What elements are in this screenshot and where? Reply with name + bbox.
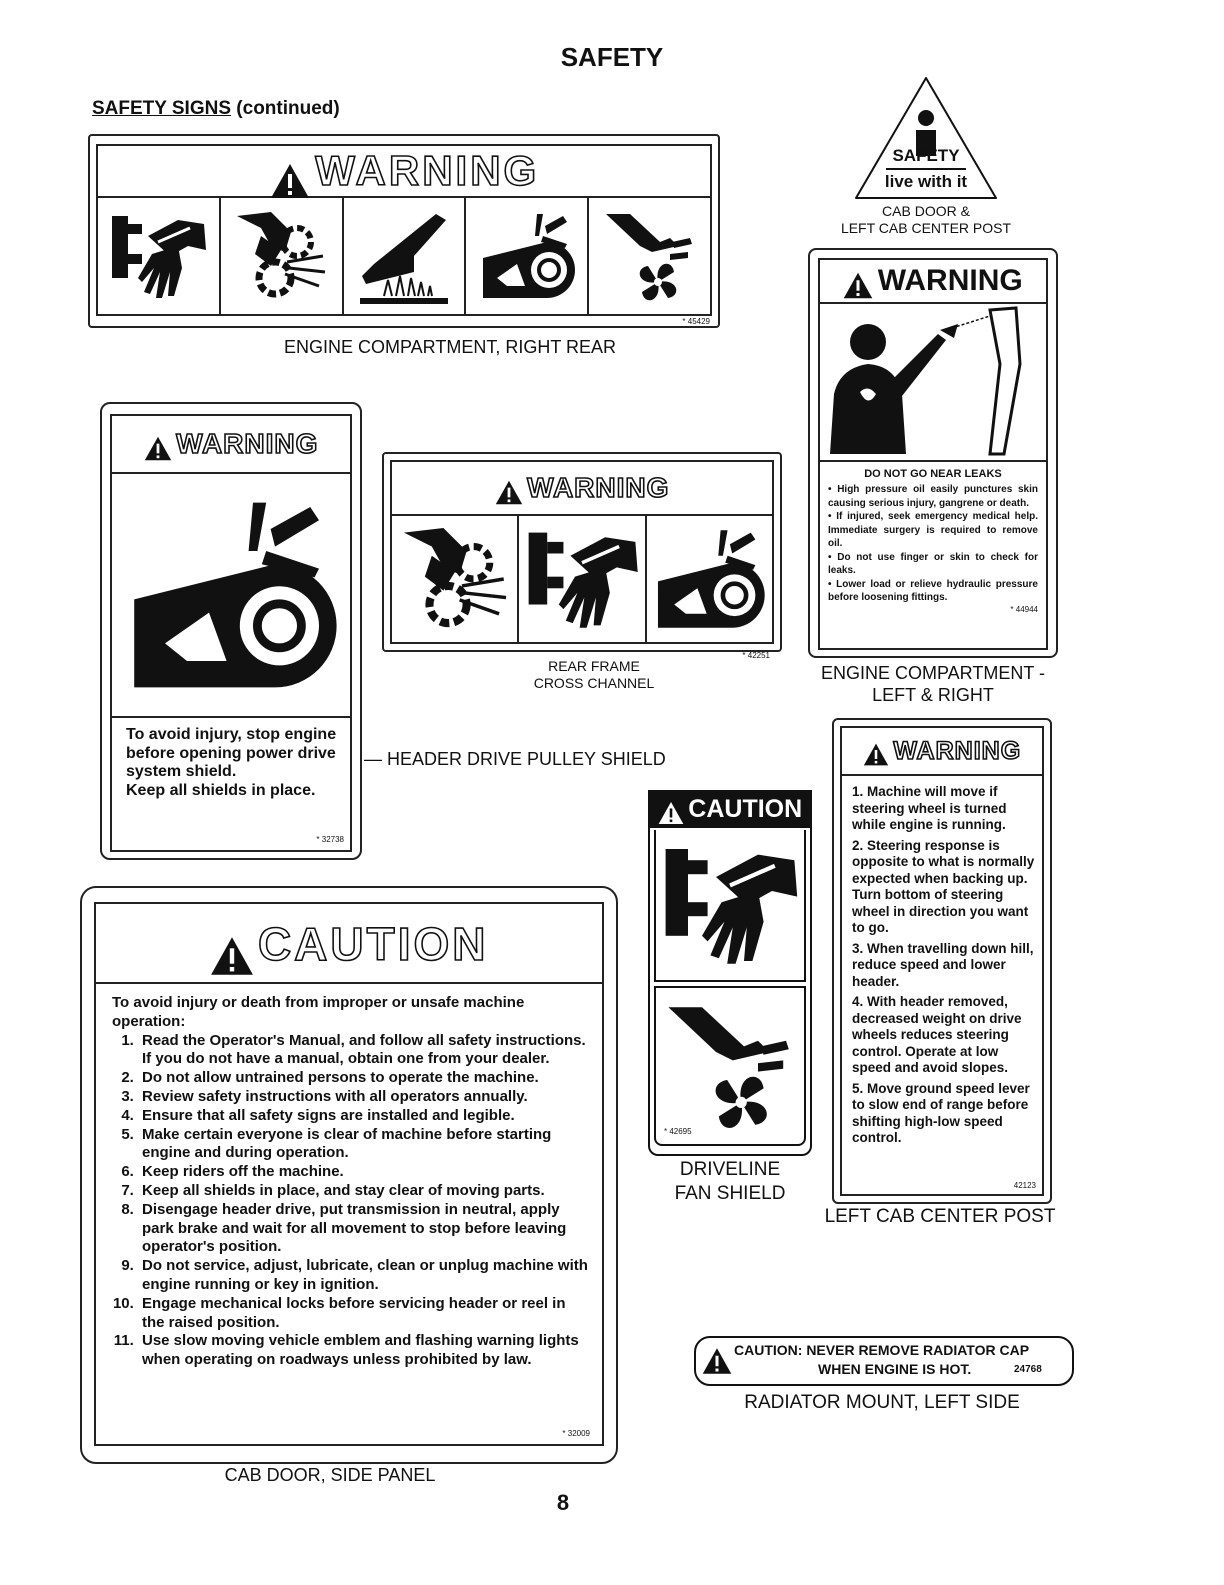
leaks-item: • Lower load or relieve hydraulic pressure before loosening fittings.: [828, 578, 1038, 603]
caption-safety-line2: LEFT CAB CENTER POST: [840, 220, 1012, 236]
sign-radiator: [694, 1336, 1074, 1386]
warning-triangle-icon: [495, 480, 523, 505]
leaks-heading: DO NOT GO NEAR LEAKS: [864, 468, 1002, 480]
sign-driveline-title: CAUTION: [688, 795, 803, 823]
caption-leaks-line2: LEFT & RIGHT: [872, 685, 994, 705]
sign-rear-frame-title: WARNING: [527, 472, 670, 503]
cab-caution-item: 11. Use slow moving vehicle emblem and flashing warning lights when operating on roadways unless prohibited by law.: [138, 1332, 592, 1370]
steering-item: 2. Steering response is opposite to what is normally expected when backing up. Turn bottom of steering wheel in direction you want to go.: [852, 837, 1035, 935]
steering-item: 4. With header removed, decreased weight on drive wheels reduces steering control. Operate at low speed and avoid slopes.: [852, 994, 1022, 1075]
sign-pulley-title: WARNING: [176, 428, 319, 459]
cab-caution-item: 10. Engage mechanical locks before servicing header or reel in the raised position.: [138, 1295, 592, 1333]
caution-triangle-icon: [658, 801, 684, 825]
caption-rear-frame-line2: CROSS CHANNEL: [533, 675, 655, 691]
sign-leaks-title: WARNING: [877, 264, 1023, 297]
sign-pulley-text: To avoid injury, stop engine before opening power drive system shield. Keep all shields in place.: [126, 726, 337, 799]
belt-pulley-icon: [647, 516, 772, 642]
section-heading-suffix: (continued): [236, 98, 340, 119]
hand-entanglement-icon: [654, 830, 806, 982]
caption-rear-frame: [494, 658, 694, 692]
caption-cab-caution: CAB DOOR, SIDE PANEL: [224, 1465, 436, 1485]
sign-code: * 42695: [664, 1127, 692, 1136]
sign-leaks: [808, 248, 1058, 658]
sign-code: * 32738: [316, 835, 344, 844]
hand-entanglement-icon: [98, 198, 221, 314]
caption-engine-right-rear: ENGINE COMPARTMENT, RIGHT REAR: [283, 337, 617, 357]
sign-code: 42123: [1013, 1181, 1036, 1190]
safety-line2: live with it: [884, 172, 968, 191]
caption-driveline-line1: DRIVELINE: [679, 1159, 781, 1180]
steering-item: 5. Move ground speed lever to slow end of range before shifting high-low speed control.: [852, 1080, 1030, 1145]
sign-engine-rr-title: WARNING: [315, 147, 540, 194]
safety-rule: [886, 168, 966, 170]
cab-caution-list: [112, 1032, 592, 1370]
caption-rear-frame-line1: REAR FRAME: [548, 658, 640, 674]
caption-leaks-line1: ENGINE COMPARTMENT -: [820, 663, 1045, 683]
safety-line1: SAFETY: [892, 146, 960, 165]
sign-safety-triangle: [852, 74, 1000, 202]
leaks-item: • High pressure oil easily punctures skin causing serious injury, gangrene or death.: [828, 484, 1038, 509]
cab-caution-item: 1. Read the Operator's Manual, and follow all safety instructions. If you do not have a manual, obtain one from your dealer.: [138, 1032, 592, 1070]
sign-driveline: [648, 790, 812, 1158]
caption-safety: [820, 203, 1032, 237]
warning-triangle-icon: [144, 436, 172, 461]
caption-driveline-line2: FAN SHIELD: [674, 1183, 786, 1204]
sign-code: * 44944: [1010, 604, 1038, 614]
fan-blade-icon: [654, 986, 806, 1146]
cab-caution-item: 2. Do not allow untrained persons to operate the machine.: [138, 1069, 592, 1088]
hot-surface-icon: [344, 198, 467, 314]
caption-leaks: [802, 662, 1064, 706]
caution-triangle-icon: [210, 936, 254, 976]
caption-steering: LEFT CAB CENTER POST: [824, 1206, 1056, 1227]
steering-item: 3. When travelling down hill, reduce speed and lower header.: [852, 940, 1034, 989]
warning-triangle-icon: [269, 163, 311, 199]
caption-driveline: [640, 1158, 820, 1206]
sign-steering: [832, 718, 1052, 1204]
cab-caution-item: 5. Make certain everyone is clear of machine before starting engine and during operation.: [138, 1126, 592, 1164]
section-heading-main: SAFETY SIGNS: [92, 98, 232, 119]
caption-safety-line1: CAB DOOR &: [882, 203, 970, 219]
section-heading: [92, 98, 340, 120]
sign-cab-caution-title: CAUTION: [257, 918, 489, 970]
cab-caution-item: 6. Keep riders off the machine.: [138, 1163, 592, 1182]
cab-caution-intro: To avoid injury or death from improper or unsafe machine operation:: [112, 994, 525, 1030]
radiator-line2: WHEN ENGINE IS HOT.: [818, 1361, 972, 1377]
warning-triangle-icon: [863, 743, 889, 766]
sign-header-pulley: [100, 402, 362, 860]
cab-caution-item: 8. Disengage header drive, put transmission in neutral, apply park brake and wait for all movement to stop before leaving operator's position.: [138, 1201, 592, 1257]
gear-hazard-icon: [221, 198, 344, 314]
sign-code: * 45429: [682, 317, 710, 326]
gear-hazard-icon: [392, 516, 519, 642]
hand-entanglement-icon: [519, 516, 646, 642]
fan-blade-icon: [589, 198, 710, 314]
sign-cab-caution: [80, 886, 618, 1464]
radiator-line1: CAUTION: NEVER REMOVE RADIATOR CAP: [734, 1342, 1030, 1358]
leaks-item: • If injured, seek emergency medical help. Immediate surgery is required to remove oil.: [828, 511, 1038, 549]
cab-caution-item: 7. Keep all shields in place, and stay clear of moving parts.: [138, 1182, 592, 1201]
sign-engine-right-rear: [88, 134, 720, 328]
sign-steering-title: WARNING: [893, 737, 1022, 765]
leaks-item: • Do not use finger or skin to check for leaks.: [828, 551, 1038, 576]
warning-triangle-icon: [843, 272, 873, 299]
caption-radiator: RADIATOR MOUNT, LEFT SIDE: [744, 1392, 1020, 1413]
caution-triangle-icon: [702, 1346, 732, 1376]
sign-code: * 32009: [562, 1429, 590, 1438]
steering-item: 1. Machine will move if steering wheel is turned while engine is running.: [852, 784, 1007, 832]
belt-pulley-icon: [466, 198, 589, 314]
sign-code: 24768: [1014, 1364, 1042, 1375]
sign-rear-frame: [382, 452, 782, 660]
belt-pulley-icon: [112, 474, 350, 718]
caption-header-pulley: — HEADER DRIVE PULLEY SHIELD: [364, 749, 666, 769]
cab-caution-item: 3. Review safety instructions with all operators annually.: [138, 1088, 592, 1107]
cab-caution-item: 9. Do not service, adjust, lubricate, clean or unplug machine with engine running or key in ignition.: [138, 1257, 592, 1295]
leak-hazard-icon: [820, 304, 1046, 462]
sign-code: * 42251: [742, 651, 770, 660]
cab-caution-item: 4. Ensure that all safety signs are installed and legible.: [138, 1107, 592, 1126]
page-number: 8: [556, 1490, 570, 1515]
page-title: SAFETY: [560, 42, 664, 72]
